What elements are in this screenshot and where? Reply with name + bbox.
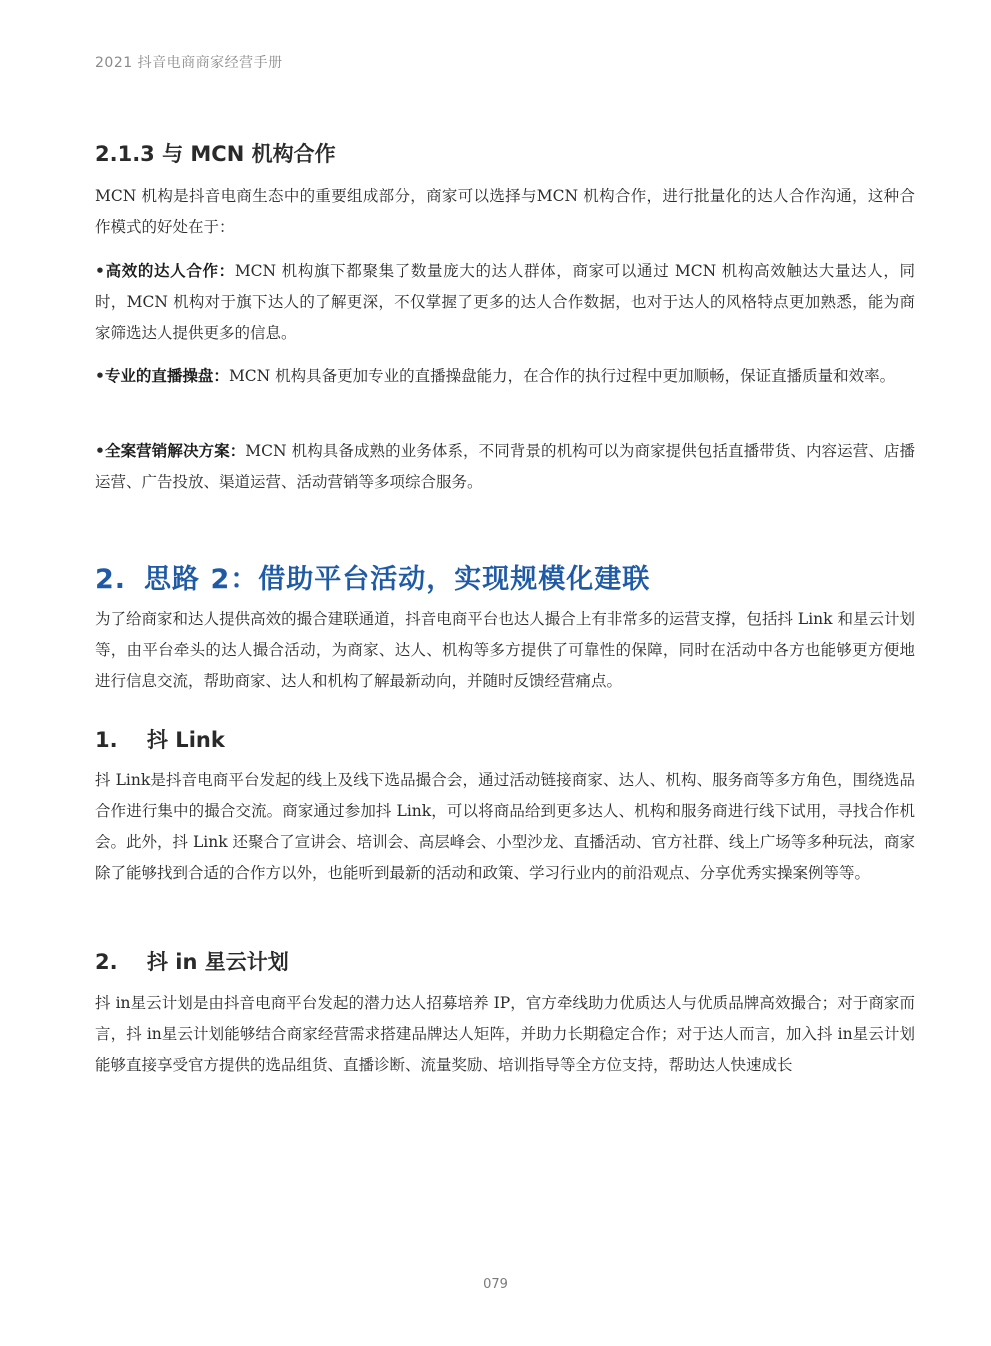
section-heading-2 <box>95 557 650 596</box>
page-number: 079 <box>483 1277 508 1292</box>
bullet-dot-icon: • <box>95 262 105 280</box>
bullet-item <box>95 361 915 392</box>
bullet-lead: 全案营销解决方案： <box>104 442 246 460</box>
subsection-title: 抖 in 星云计划 <box>147 950 289 974</box>
bullet-item <box>95 436 915 498</box>
subsection-heading-xingyun <box>95 946 289 976</box>
bullet-text: MCN 机构旗下都聚集了数量庞大的达人群体，商家可以通过 MCN 机构高效触达大量达人，同时，MCN 机构对于旗下达人的了解更深，不仅掌握了更多的达人合作数据，也对于达人的风格特点更加熟悉，能为商家筛选达人提供更多的信息。 <box>95 262 915 342</box>
subsection-body-paragraph: 抖 Link是抖音电商平台发起的线上及线下选品撮合会，通过活动链接商家、达人、机构、服务商等多方角色，围绕选品合作进行集中的撮合交流。商家通过参加抖 Link，可以将商品给到更多达人、机构和服务商进行线下试用，寻找合作机会。此外，抖 Link 还聚合了宣讲会、培训会、高层峰会、小型沙龙、直播活动、官方社群、线上广场等多种玩法，商家除了能够找到合适的合作方以外，也能听到最新的活动和政策、学习行业内的前沿观点、分享优秀实操案例等等。 <box>95 771 915 882</box>
subsection-heading-dou-link <box>95 724 225 754</box>
subsection-number: 2. <box>95 950 118 974</box>
subsection-number: 1. <box>95 728 118 752</box>
bullet-dot-icon: • <box>95 367 105 385</box>
section-number: 2. <box>95 564 127 595</box>
section-heading-2-1-3: 2.1.3 与 MCN 机构合作 <box>95 142 336 166</box>
subsection-title: 抖 Link <box>147 728 225 752</box>
section-intro-paragraph: MCN 机构是抖音电商生态中的重要组成部分，商家可以选择与MCN 机构合作，进行批量化的达人合作沟通，这种合作模式的好处在于： <box>95 187 915 236</box>
bullet-lead: 高效的达人合作： <box>104 262 235 280</box>
running-header: 2021 抖音电商商家经营手册 <box>95 55 283 71</box>
bullet-item <box>95 256 915 349</box>
bullet-dot-icon: • <box>95 442 105 460</box>
bullet-text: MCN 机构具备成熟的业务体系，不同背景的机构可以为商家提供包括直播带货、内容运营、店播运营、广告投放、渠道运营、活动营销等多项综合服务。 <box>95 442 915 491</box>
section-title: 思路 2：借助平台活动，实现规模化建联 <box>144 564 651 595</box>
bullet-lead: 专业的直播操盘： <box>104 367 229 385</box>
section-intro-paragraph: 为了给商家和达人提供高效的撮合建联通道，抖音电商平台也达人撮合上有非常多的运营支撑，包括抖 Link 和星云计划等，由平台牵头的达人撮合活动，为商家、达人、机构等多方提供了可靠性的保障，同时在活动中各方也能够更方便地进行信息交流，帮助商家、达人和机构了解最新动向，并随时反馈经营痛点。 <box>95 610 915 690</box>
bullet-text: MCN 机构具备更加专业的直播操盘能力，在合作的执行过程中更加顺畅，保证直播质量和效率。 <box>228 367 896 385</box>
subsection-body-paragraph: 抖 in星云计划是由抖音电商平台发起的潜力达人招募培养 IP，官方牵线助力优质达人与优质品牌高效撮合；对于商家而言，抖 in星云计划能够结合商家经营需求搭建品牌达人矩阵，并助力长期稳定合作；对于达人而言，加入抖 in星云计划能够直接享受官方提供的选品组货、直播诊断、流量奖励、培训指导等全方位支持，帮助达人快速成长 <box>95 994 915 1074</box>
